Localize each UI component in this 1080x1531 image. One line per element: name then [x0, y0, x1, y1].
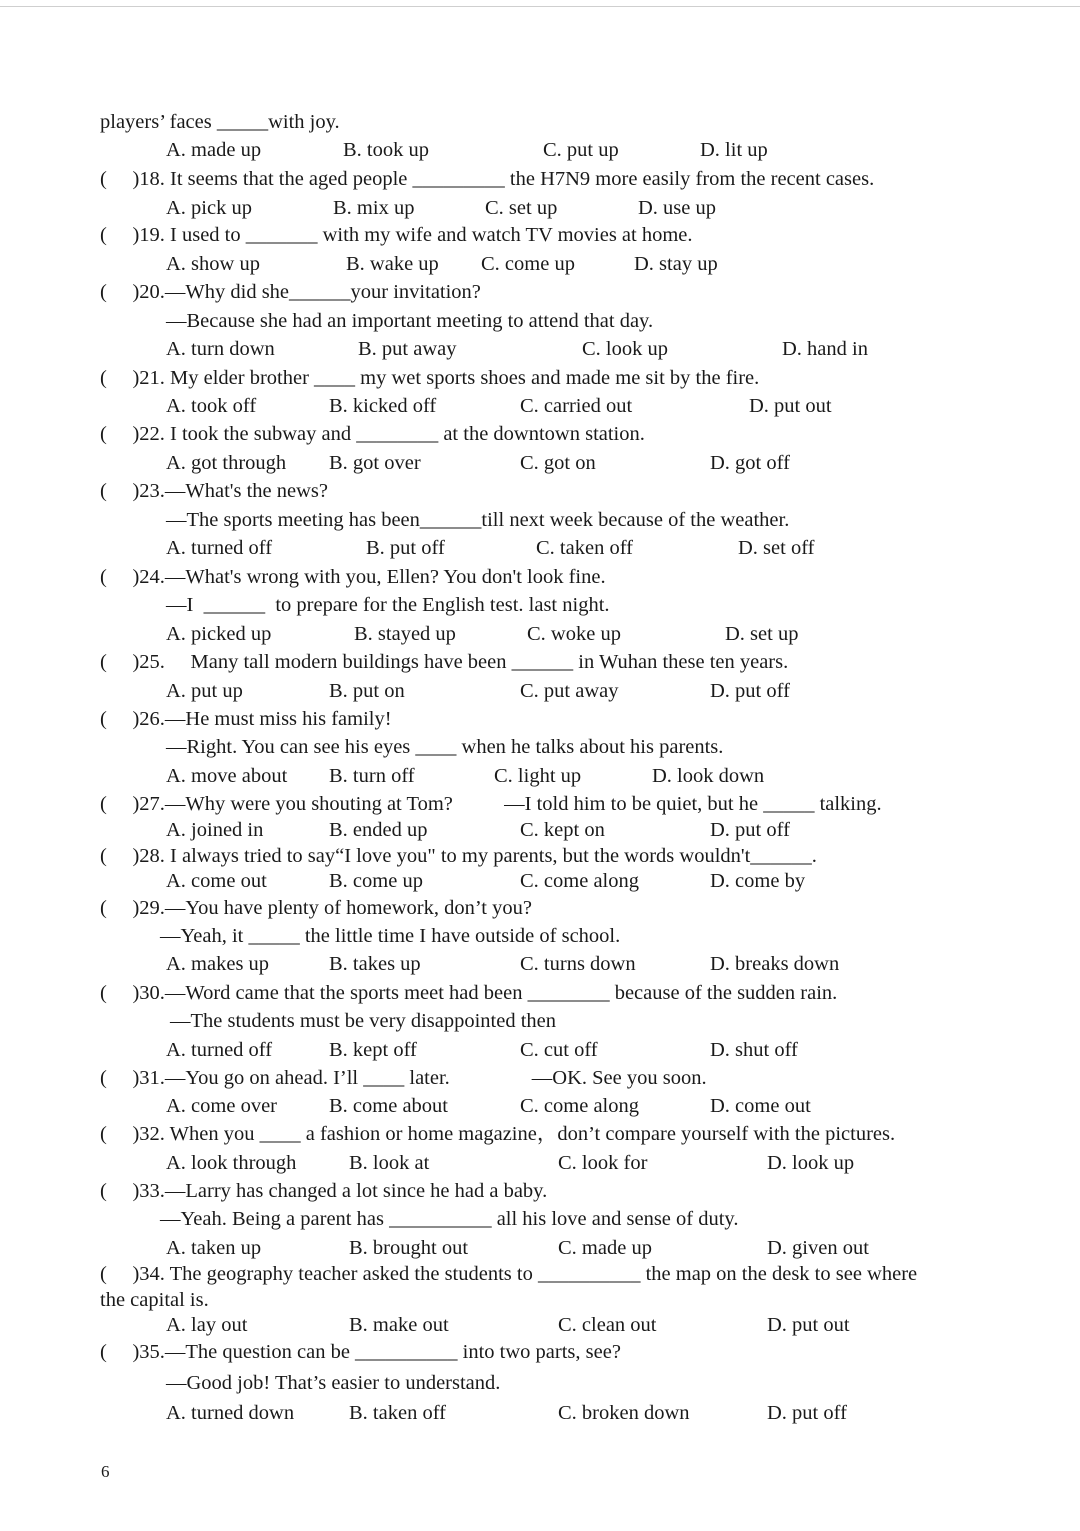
- option-a: A. makes up: [166, 953, 270, 975]
- option-a: A. come over: [166, 1095, 277, 1117]
- option-b: B. ended up: [329, 819, 428, 841]
- option-c: C. woke up: [527, 623, 621, 645]
- option-b: B. come up: [329, 870, 423, 892]
- option-d: D. set off: [738, 537, 815, 559]
- option-d: D. hand in: [782, 338, 868, 360]
- option-c: C. cut off: [520, 1039, 598, 1061]
- option-a: A. joined in: [166, 819, 264, 841]
- option-d: D. look down: [652, 765, 765, 787]
- option-d: D. put out: [767, 1314, 850, 1336]
- question-line: —I ______ to prepare for the English test. last night.: [166, 594, 610, 616]
- option-d: D. use up: [638, 197, 717, 219]
- option-d: D. look up: [767, 1152, 855, 1174]
- option-b: B. put on: [329, 680, 405, 702]
- question-stem: ( )29.—You have plenty of homework, don’t you?: [100, 897, 532, 919]
- option-a: A. turned down: [166, 1402, 295, 1424]
- question-stem: ( )25. Many tall modern buildings have been ______ in Wuhan these ten years.: [100, 651, 789, 673]
- option-c: C. come up: [481, 253, 575, 275]
- option-b: B. come about: [329, 1095, 448, 1117]
- option-a: A. lay out: [166, 1314, 248, 1336]
- option-c: C. taken off: [536, 537, 633, 559]
- option-d: D. put off: [767, 1402, 847, 1424]
- question-stem: ( )31.—You go on ahead. I’ll ____ later. —OK. See you soon.: [100, 1067, 707, 1089]
- option-a: A. come out: [166, 870, 267, 892]
- option-b: B. put away: [358, 338, 457, 360]
- question-line: —The sports meeting has been______till next week because of the weather.: [166, 509, 790, 531]
- option-d: D. put out: [749, 395, 832, 417]
- question-line: —The students must be very disappointed then: [170, 1010, 557, 1032]
- question-stem: ( )35.—The question can be __________ into two parts, see?: [100, 1341, 621, 1363]
- question-stem: ( )27.—Why were you shouting at Tom? —I told him to be quiet, but he _____ talking.: [100, 793, 882, 815]
- page-number: 6: [101, 1462, 110, 1481]
- question-stem: ( )19. I used to _______ with my wife and watch TV movies at home.: [100, 224, 693, 246]
- question-stem: ( )28. I always tried to say“I love you" to my parents, but the words wouldn't______.: [100, 845, 817, 867]
- option-b: B. put off: [366, 537, 445, 559]
- option-d: D. stay up: [634, 253, 718, 275]
- question-stem: ( )24.—What's wrong with you, Ellen? You don't look fine.: [100, 566, 606, 588]
- option-d: D. come out: [710, 1095, 811, 1117]
- option-a: A. taken up: [166, 1237, 262, 1259]
- option-a: A. look through: [166, 1152, 297, 1174]
- continuation-line: players’ faces _____with joy.: [100, 111, 340, 133]
- option-a: A. put up: [166, 680, 243, 702]
- option-b: B. turn off: [329, 765, 415, 787]
- option-d: D. breaks down: [710, 953, 840, 975]
- question-stem: ( )34. The geography teacher asked the students to __________ the map on the desk to see where: [100, 1263, 918, 1285]
- option-b: B. make out: [349, 1314, 449, 1336]
- option-c: C. turns down: [520, 953, 636, 975]
- option-c: C. carried out: [520, 395, 633, 417]
- scan-top-edge: [0, 6, 1080, 7]
- option-c: C. clean out: [558, 1314, 657, 1336]
- option-c: C. come along: [520, 870, 639, 892]
- option-c: C. look for: [558, 1152, 648, 1174]
- option-a: A. turned off: [166, 537, 273, 559]
- option-c: C. light up: [494, 765, 582, 787]
- option-b: B. brought out: [349, 1237, 469, 1259]
- option-a: A. turn down: [166, 338, 275, 360]
- question-stem: ( )32. When you ____ a fashion or home magazine，don’t compare yourself with the pictures.: [100, 1123, 896, 1145]
- option-c: C. look up: [582, 338, 668, 360]
- option-a: A. made up: [166, 139, 262, 161]
- option-d: D. given out: [767, 1237, 869, 1259]
- question-line: —Yeah. Being a parent has __________ all his love and sense of duty.: [160, 1208, 739, 1230]
- question-stem: ( )21. My elder brother ____ my wet sports shoes and made me sit by the fire.: [100, 367, 760, 389]
- option-b: B. kept off: [329, 1039, 417, 1061]
- option-a: A. show up: [166, 253, 260, 275]
- option-a: A. move about: [166, 765, 288, 787]
- option-b: B. took up: [343, 139, 429, 161]
- option-d: D. put off: [710, 680, 790, 702]
- option-c: C. made up: [558, 1237, 652, 1259]
- option-c: C. put away: [520, 680, 619, 702]
- question-stem: ( )18. It seems that the aged people _________ the H7N9 more easily from the recent cases.: [100, 168, 875, 190]
- option-c: C. broken down: [558, 1402, 690, 1424]
- option-b: B. takes up: [329, 953, 421, 975]
- question-stem: ( )23.—What's the news?: [100, 480, 328, 502]
- question-stem: ( )30.—Word came that the sports meet had been ________ because of the sudden rain.: [100, 982, 838, 1004]
- question-stem: ( )33.—Larry has changed a lot since he had a baby.: [100, 1180, 548, 1202]
- question-stem: ( )20.—Why did she______your invitation?: [100, 281, 481, 303]
- question-stem: ( )26.—He must miss his family!: [100, 708, 392, 730]
- option-a: A. took off: [166, 395, 257, 417]
- option-c: C. put up: [543, 139, 619, 161]
- option-d: D. come by: [710, 870, 806, 892]
- option-b: B. kicked off: [329, 395, 437, 417]
- option-b: B. wake up: [346, 253, 439, 275]
- question-stem: ( )22. I took the subway and ________ at the downtown station.: [100, 423, 645, 445]
- option-b: B. stayed up: [354, 623, 456, 645]
- option-b: B. mix up: [333, 197, 415, 219]
- option-a: A. pick up: [166, 197, 252, 219]
- question-line: —Yeah, it _____ the little time I have outside of school.: [160, 925, 621, 947]
- question-line: —Right. You can see his eyes ____ when he talks about his parents.: [166, 736, 724, 758]
- option-c: C. got on: [520, 452, 596, 474]
- option-d: D. shut off: [710, 1039, 798, 1061]
- option-a: A. got through: [166, 452, 287, 474]
- question-line: the capital is.: [100, 1289, 209, 1311]
- option-c: C. kept on: [520, 819, 605, 841]
- option-a: A. picked up: [166, 623, 272, 645]
- option-d: D. got off: [710, 452, 790, 474]
- option-a: A. turned off: [166, 1039, 273, 1061]
- option-d: D. put off: [710, 819, 790, 841]
- question-line: —Because she had an important meeting to attend that day.: [166, 310, 654, 332]
- question-line: —Good job! That’s easier to understand.: [166, 1372, 501, 1394]
- option-b: B. look at: [349, 1152, 430, 1174]
- option-b: B. got over: [329, 452, 421, 474]
- option-b: B. taken off: [349, 1402, 446, 1424]
- option-d: D. set up: [725, 623, 799, 645]
- option-d: D. lit up: [700, 139, 768, 161]
- option-c: C. set up: [485, 197, 558, 219]
- option-c: C. come along: [520, 1095, 639, 1117]
